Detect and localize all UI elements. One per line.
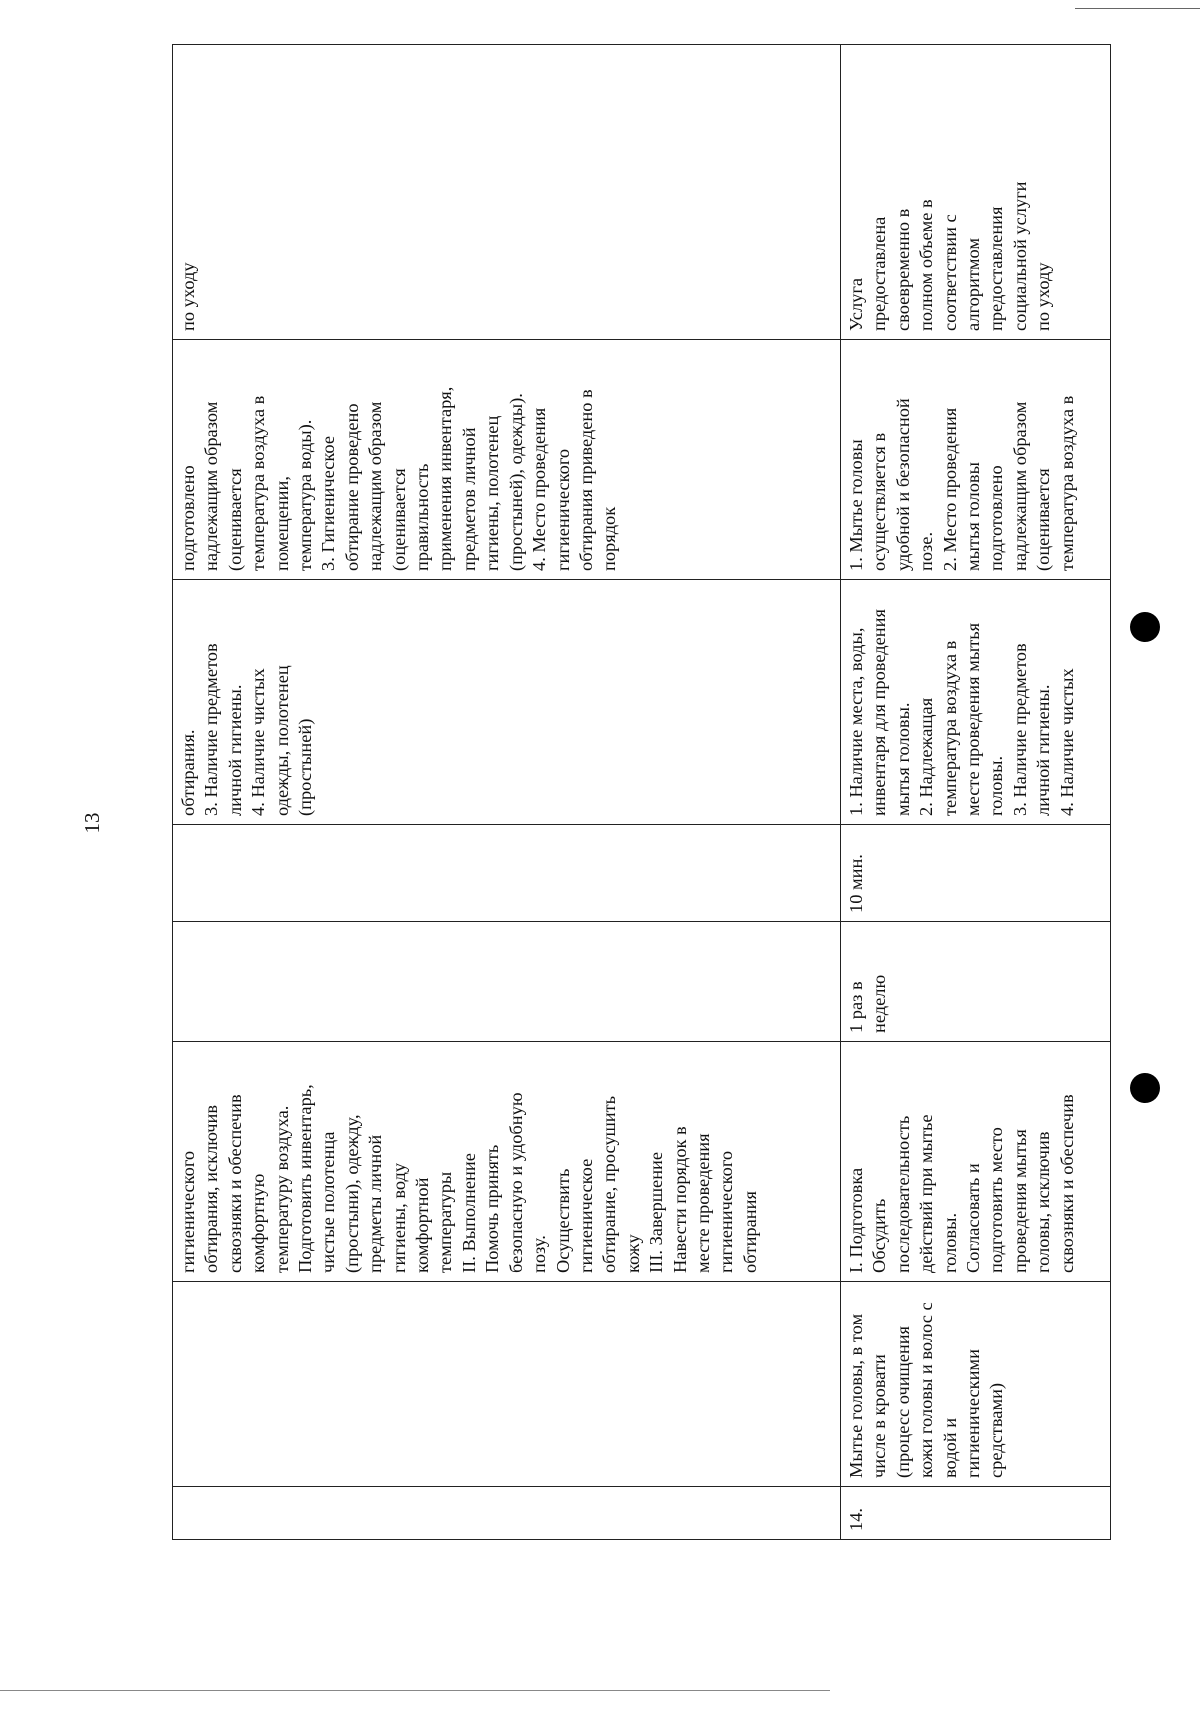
cell-text-line: гигиенического: [178, 1150, 198, 1273]
rotated-table-container: [172, 45, 1110, 1540]
cell-text-line: 10 мин.: [846, 854, 866, 913]
cell-text-line: Услуга: [846, 277, 866, 331]
cell-text-line: (простыней): [295, 718, 316, 816]
scan-edge-line: [1075, 8, 1200, 9]
services-table: [172, 44, 1111, 1540]
cell-text-line: гигиены, воду: [388, 1162, 409, 1273]
cell-text-line: предоставления: [986, 206, 1007, 331]
row-number-cell: [173, 1487, 841, 1540]
cell-text-line: гигиеническое: [575, 1158, 596, 1273]
cell-text-line: температура воды).: [295, 419, 316, 571]
cell-text-line: 1. Мытье головы: [846, 439, 866, 571]
cell-text-line: обтирание проведено: [341, 403, 362, 571]
cell-text-line: комфортную: [248, 1173, 269, 1273]
cell-text-line: неделю: [869, 974, 890, 1033]
cell-text-line: осуществляется в: [869, 432, 890, 571]
cell-text-line: кожу: [622, 1234, 643, 1273]
cell-text-line: 14.: [846, 1508, 866, 1531]
cell-text-line: подготовлено: [986, 465, 1007, 571]
cell-text-line: гигиены, полотенец: [482, 415, 503, 571]
table-row: [173, 45, 841, 1540]
periodicity-cell: [841, 922, 1111, 1042]
cell-text-line: надлежащим образом: [365, 401, 386, 571]
cell-text-line: температура воздуха в: [1056, 395, 1077, 571]
cell-text-line: головы, исключив: [1033, 1131, 1054, 1273]
indicators-cell: [841, 580, 1111, 825]
cell-text-line: обтирания, исключив: [201, 1104, 222, 1273]
cell-text-line: температура воздуха в: [248, 395, 269, 571]
cell-text-line: Обсудить: [869, 1198, 890, 1273]
cell-text-line: позе.: [916, 531, 937, 571]
cell-text-line: водой и: [939, 1417, 960, 1478]
cell-text-line: 4. Место проведения: [529, 407, 550, 571]
binder-hole-mark: [1130, 1073, 1160, 1103]
duration-cell: [173, 825, 841, 922]
quality-assessment-cell: [173, 340, 841, 580]
cell-text-line: 1. Наличие места, воды,: [846, 627, 866, 816]
cell-text-line: II. Выполнение: [458, 1153, 479, 1273]
cell-text-line: обтирания приведено в: [575, 389, 596, 571]
cell-text-line: Подготовить инвентарь,: [295, 1084, 316, 1273]
cell-text-line: одежды, полотенец: [271, 665, 292, 816]
cell-text-line: 4. Наличие чистых: [248, 668, 269, 816]
result-cell: [841, 45, 1111, 340]
cell-text-line: гигиенического: [552, 448, 573, 571]
cell-text-line: Осуществить: [552, 1168, 573, 1273]
cell-text-line: удобной и безопасной: [892, 398, 913, 571]
cell-text-line: 2. Надлежащая: [916, 697, 937, 816]
cell-text-line: температуру воздуха.: [271, 1105, 292, 1273]
cell-text-line: головы.: [986, 755, 1007, 816]
cell-text-line: применения инвентаря,: [435, 386, 456, 571]
cell-text-line: сквозняки и обеспечив: [224, 1094, 245, 1273]
cell-text-line: 3. Гигиеническое: [318, 435, 339, 571]
cell-text-line: по уходу: [178, 262, 198, 331]
cell-text-line: предметов личной: [458, 427, 479, 571]
cell-text-line: 3. Наличие предметов: [1009, 643, 1030, 816]
cell-text-line: своевременно в: [892, 208, 913, 331]
cell-text-line: месте проведения мытья: [963, 622, 984, 816]
cell-text-line: комфортной: [412, 1177, 433, 1273]
cell-text-line: личной гигиены.: [224, 684, 245, 816]
cell-text-line: 1 раз в: [846, 981, 866, 1033]
cell-text-line: (оценивается: [224, 468, 245, 571]
cell-text-line: мытья головы.: [892, 702, 913, 816]
cell-text-line: соответствии с: [939, 214, 960, 331]
cell-text-line: головы.: [939, 1212, 960, 1273]
cell-text-line: (процесс очищения: [892, 1325, 913, 1478]
quality-assessment-cell: [841, 340, 1111, 580]
cell-text-line: Помочь принять: [482, 1144, 503, 1273]
cell-text-line: гигиенического: [716, 1150, 737, 1273]
cell-text-line: помещении,: [271, 476, 292, 571]
cell-text-line: безопасную и удобную: [505, 1092, 526, 1273]
cell-text-line: последовательность: [892, 1115, 913, 1273]
cell-text-line: температуры: [435, 1171, 456, 1273]
cell-text-line: подготовлено: [178, 465, 198, 571]
service-name-cell: [841, 1282, 1111, 1487]
cell-text-line: проведения мытья: [1009, 1129, 1030, 1273]
cell-text-line: (простыней), одежды).: [505, 393, 526, 571]
periodicity-cell: [173, 922, 841, 1042]
cell-text-line: обтирания.: [178, 729, 198, 816]
binder-hole-mark: [1130, 612, 1160, 642]
cell-text-line: гигиеническими: [963, 1349, 984, 1478]
cell-text-line: (оценивается: [1033, 468, 1054, 571]
duration-cell: [841, 825, 1111, 922]
service-content-cell: [841, 1042, 1111, 1282]
cell-text-line: личной гигиены.: [1033, 684, 1054, 816]
cell-text-line: инвентаря для проведения: [869, 609, 890, 816]
cell-text-line: алгоритмом: [963, 238, 984, 331]
cell-text-line: правильность: [412, 463, 433, 571]
cell-text-line: температура воздуха в: [939, 640, 960, 816]
cell-text-line: порядок: [599, 506, 620, 571]
cell-text-line: надлежащим образом: [201, 401, 222, 571]
result-cell: [173, 45, 841, 340]
cell-text-line: по уходу: [1033, 262, 1054, 331]
cell-text-line: надлежащим образом: [1009, 401, 1030, 571]
cell-text-line: обтирание, просушить: [599, 1095, 620, 1273]
cell-text-line: чистые полотенца: [318, 1131, 339, 1273]
cell-text-line: предметы личной: [365, 1134, 386, 1273]
cell-text-line: III. Завершение: [646, 1151, 667, 1273]
cell-text-line: полном объеме в: [916, 199, 937, 331]
cell-text-line: сквозняки и обеспечив: [1056, 1094, 1077, 1273]
cell-text-line: 4. Наличие чистых: [1056, 668, 1077, 816]
service-name-cell: [173, 1282, 841, 1487]
indicators-cell: [173, 580, 841, 825]
cell-text-line: позу.: [529, 1235, 550, 1273]
scan-edge-line: [0, 1690, 830, 1691]
service-content-cell: [173, 1042, 841, 1282]
cell-text-line: I. Подготовка: [846, 1167, 866, 1273]
cell-text-line: 2. Место проведения: [939, 407, 960, 571]
cell-text-line: подготовить место: [986, 1127, 1007, 1273]
cell-text-line: Мытье головы, в том: [846, 1313, 866, 1478]
cell-text-line: Согласовать и: [963, 1163, 984, 1273]
cell-text-line: социальной услуги: [1009, 181, 1030, 331]
table-row: [841, 45, 1111, 1540]
cell-text-line: средствами): [986, 1382, 1007, 1478]
cell-text-line: (оценивается: [388, 468, 409, 571]
page-number: 13: [80, 812, 104, 834]
cell-text-line: числе в кровати: [869, 1354, 890, 1478]
cell-text-line: предоставлена: [869, 216, 890, 331]
row-number-cell: [841, 1487, 1111, 1540]
cell-text-line: (простыни), одежду,: [341, 1114, 362, 1273]
cell-text-line: обтирания: [739, 1191, 760, 1273]
cell-text-line: мытья головы: [963, 462, 984, 571]
cell-text-line: кожи головы и волос с: [916, 1302, 937, 1478]
cell-text-line: месте проведения: [692, 1133, 713, 1273]
cell-text-line: 3. Наличие предметов: [201, 643, 222, 816]
cell-text-line: действий при мытье: [916, 1114, 937, 1273]
cell-text-line: Навести порядок в: [669, 1126, 690, 1273]
